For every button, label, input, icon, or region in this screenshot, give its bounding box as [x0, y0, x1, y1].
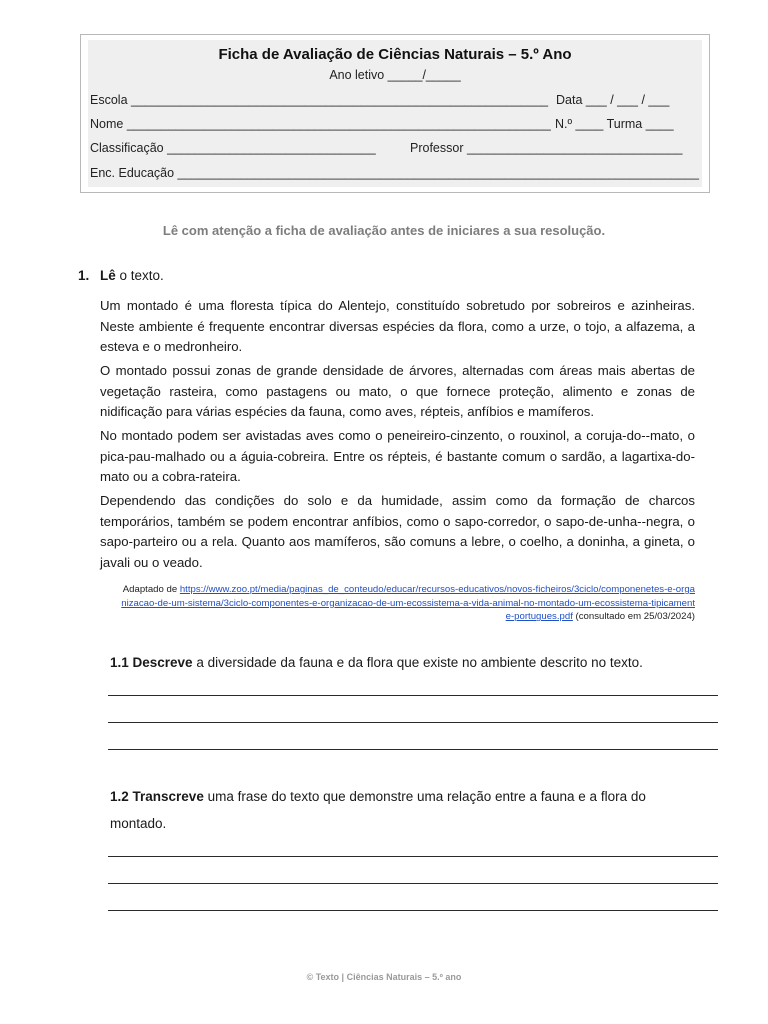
question-1-2	[110, 789, 646, 804]
nome-field[interactable]: Nome _____________________________________________________________	[90, 117, 551, 131]
source-link[interactable]: https://www.zoo.pt/media/paginas_de_conteudo/educar/recursos-educativos/novos-ficheiros/3ciclo/componenetes-e-organizacao-de-um-sistema/3ciclo-componentes-e-organizacao-de-um-ecossistema-a-vida-animal-no-montado-um-ecossistema-tipicamente-portugues.pdf	[121, 584, 695, 623]
escola-field[interactable]: Escola ____________________________________________________________	[90, 93, 549, 107]
header-inner	[88, 40, 702, 187]
source-suffix: (consultado em 25/03/2024)	[572, 611, 695, 623]
answer-line-1-2-b[interactable]	[108, 883, 718, 884]
passage-paragraph-3: No montado podem ser avistadas aves como o peneireiro-cinzento, o rouxinol, a coruja-do--mato, o pica-pau-malhado ou a águia-cobreira. Entre os répteis, é bastante comum o sardão, a lagartixa-do-mato ou a cobra-rateira.	[100, 428, 695, 484]
answer-line-1-2-c[interactable]	[108, 910, 718, 911]
question-1-heading	[78, 268, 164, 283]
question-1-1-text: a diversidade da fauna e da flora que existe no ambiente descrito no texto.	[192, 655, 643, 670]
question-1-number: 1.	[78, 268, 90, 283]
professor-field[interactable]: Professor _______________________________	[410, 141, 683, 155]
classificacao-field[interactable]: Classificação ______________________________	[90, 141, 376, 155]
data-field[interactable]: Data ___ / ___ / ___	[556, 93, 670, 107]
question-1-1-bold: 1.1 Descreve	[110, 655, 193, 670]
enc-educacao-field[interactable]: Enc. Educação ___________________________________________________________________________	[90, 166, 699, 180]
answer-line-1-2-a[interactable]	[108, 856, 718, 857]
question-1-2-bold: 1.2 Transcreve	[110, 789, 204, 804]
question-1-1	[110, 655, 643, 670]
instruction-text: Lê com atenção a ficha de avaliação antes de iniciares a sua resolução.	[162, 223, 606, 238]
reading-passage	[100, 296, 695, 577]
passage-paragraph-4: Dependendo das condições do solo e da humidade, assim como da formação de charcos temporários, também se podem encontrar anfíbios, como o sapo-corredor, o sapo-de-unha--negra, o sapo-parteiro ou a rela. Quanto aos mamíferos, são comuns a lebre, o coelho, a doninha, a gineta, o javali ou o veado.	[100, 493, 695, 570]
question-1-label-rest: o texto.	[115, 268, 164, 283]
question-1-2-line2: montado.	[110, 816, 167, 831]
worksheet-title: Ficha de Avaliação de Ciências Naturais – 5.º Ano	[218, 46, 572, 63]
header-box	[80, 34, 710, 193]
source-citation	[120, 583, 695, 624]
answer-line-1-1-a[interactable]	[108, 695, 718, 696]
question-1-label-bold: Lê	[100, 268, 116, 283]
numero-turma-field[interactable]: N.º ____ Turma ____	[555, 117, 674, 131]
answer-line-1-1-b[interactable]	[108, 722, 718, 723]
page-footer: © Texto | Ciências Naturais – 5.º ano	[306, 972, 462, 982]
source-prefix: Adaptado de	[122, 584, 180, 595]
passage-paragraph-1: Um montado é uma floresta típica do Alentejo, constituído sobretudo por sobreiros e azinheiras. Neste ambiente é frequente encontrar diversas espécies da flora, como a urze, o tojo, a alfazema, a esteva e o medronheiro.	[100, 298, 695, 354]
passage-paragraph-2: O montado possui zonas de grande densidade de árvores, alternadas com áreas mais abertas de vegetação rasteira, como pastagens ou mato, o que fornece proteção, alimento e zonas de nidificação para várias espécies da fauna, como aves, répteis, anfíbios e mamíferos.	[100, 363, 695, 419]
question-1-2-text: uma frase do texto que demonstre uma relação entre a fauna e a flora do	[203, 789, 646, 804]
answer-line-1-1-c[interactable]	[108, 749, 718, 750]
school-year-field[interactable]: Ano letivo _____/_____	[329, 68, 461, 82]
